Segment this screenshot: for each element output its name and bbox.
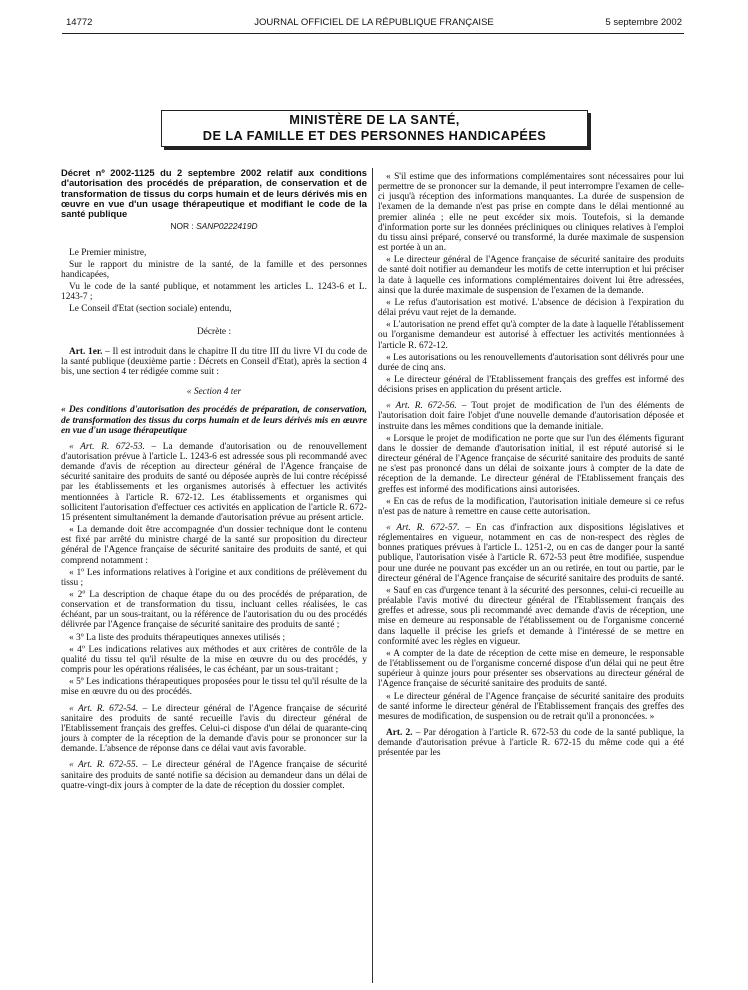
decree-title: Décret nº 2002-1125 du 2 septembre 2002 relatif aux conditions d'autorisation des procédés de préparation, de conservation et de transformation de tissus du corps humain et de leurs dérivés mis en œuvre en vue d'un usage thérapeutique et modifiant le code de la santé publique: [61, 167, 367, 220]
article-text: – Le directeur général de l'Agence française de sécurité sanitaire des produits de santé notifie sa décision au demandeur dans un délai de quatre-vingt-dix jours à compter de la date de réception du dossier complet.: [61, 760, 367, 791]
list-item: « 5º Les indications thérapeutiques proposées pour le tissu tel qu'il résulte de la mise en œuvre du ou des procédés.: [61, 677, 367, 698]
paragraph: « A compter de la date de réception de cette mise en demeure, le responsable de l'établissement ou de l'organisme concerné dispose d'un délai qui ne peut être supérieur à quinze jours pour présenter ses observations au directeur général de l'Agence française de sécurité sanitaire des produits de santé.: [378, 648, 684, 690]
list-item: « 3º La liste des produits thérapeutiques annexes utilisés ;: [69, 632, 286, 643]
article-text: – Par dérogation à l'article R. 672-53 du code de la santé publique, la demande d'autorisation prévue à l'article R. 672-15 du même code qui a été présentée par les: [378, 727, 684, 759]
ministry-line-1: MINISTÈRE DE LA SANTÉ,: [289, 112, 460, 127]
page-number: 14772: [66, 17, 93, 28]
paragraph: Le Premier ministre,: [69, 247, 147, 258]
paragraph: Le Conseil d'Etat (section sociale) entendu,: [69, 304, 232, 315]
nor-code: SANP0222419D: [196, 221, 258, 232]
article-r672-57: [378, 523, 684, 584]
paragraph: « En cas de refus de la modification, l'autorisation initiale demeure si ce refus n'est pas de nature à remettre en cause cette autorisation.: [378, 496, 684, 517]
paragraph: Vu le code de la santé publique, et notamment les articles L. 1243-6 et L. 1243-7 ;: [61, 282, 367, 303]
article-r672-56: [378, 401, 684, 431]
paragraph: Sur le rapport du ministre de la santé, de la famille et des personnes handicapées,: [61, 259, 367, 280]
paragraph: « Lorsque le projet de modification ne porte que sur l'un des éléments figurant dans le dossier de demande d'autorisation initial, il est réputé autorisé si le directeur général de l'Agence française de sécurité sanitaire des produits de santé ne s'est pas prononcé dans un délai de soixante jours à compter de la date de réception de la demande. Le directeur général de l'Etablissement français des greffes est informé des modifications ainsi autorisées.: [378, 433, 684, 495]
article-label: « Art. R. 672-56.: [386, 401, 457, 412]
list-item: « 1º Les informations relatives à l'origine et aux conditions de prélèvement du tissu ;: [61, 567, 367, 588]
left-column: [61, 168, 367, 793]
article-r672-54: [61, 704, 367, 755]
paragraph: « Le directeur général de l'Etablissement français des greffes est informé des décisions prises en application du présent article.: [378, 374, 684, 396]
paragraph: « Le refus d'autorisation est motivé. L'absence de décision à l'expiration du délai prévu vaut rejet de la demande.: [378, 297, 684, 319]
article-label: « Art. R. 672-53.: [69, 441, 145, 452]
article-1: [61, 347, 367, 377]
column-separator: [372, 168, 373, 983]
article-text: – En cas d'infraction aux dispositions législatives et réglementaires en vigueur, notamment en cas de non-respect des règles de bonnes pratiques prévues à l'article L. 1251-2, ou en cas de danger pour la santé publique, l'autorisation visée à l'article R. 672-53 peut être modifiée, suspendue pour une durée ne pouvant pas excéder un an ou retirée, en tout ou partie, par le directeur général de l'Agence française de sécurité sanitaire des produits de santé.: [378, 523, 684, 584]
list-item: « 4º Les indications relatives aux méthodes et aux critères de contrôle de la qualité du tissu tel qu'il résulte de la mise en œuvre du ou des procédés, y compris pour les opérations réalisées, le cas échéant, par un sous-traitant ;: [61, 644, 367, 676]
paragraph: « Le directeur général de l'Agence française de sécurité sanitaire des produits de santé doit notifier au demandeur les motifs de cette interruption et lui préciser la date à laquelle ces informations complémentaires doivent lui être adressées, ainsi que la durée maximale de suspension de l'examen de la demande.: [378, 255, 684, 296]
article-text: – La demande d'autorisation ou de renouvellement d'autorisation prévue à l'article L. 1243-6 est adressée sous pli recommandé avec demande d'avis de réception au directeur général de l'Agence française de sécurité sanitaire des produits de santé ou déposée auprès de lui contre récépissé par les établissements et les organismes autorisés à effectuer les activités mentionnées à l'article R. 672-12. Les établissements et organismes qui sollicitent l'autorisation d'effectuer ces activités en application de l'article R. 672-15 présentent simultanément la demande d'autorisation prévue au présent article.: [61, 441, 367, 523]
page-header: [66, 17, 682, 31]
ministry-line-2: DE LA FAMILLE ET DES PERSONNES HANDICAPÉES: [202, 128, 547, 143]
article-2: [378, 728, 684, 758]
section-title: « Section 4 ter: [186, 387, 242, 398]
journal-title: JOURNAL OFFICIEL DE LA RÉPUBLIQUE FRANÇAISE: [254, 17, 494, 28]
article-r672-53: [61, 442, 367, 523]
list-item: « 2º La description de chaque étape du ou des procédés de préparation, de conservation et de transformation du tissu, incluant celles réalisées, le cas échéant, par un sous-traitant, ou la référence de l'autorisation du ou des procédés délivrée par l'Agence française de sécurité sanitaire des produits de santé ;: [61, 590, 367, 631]
decrete-heading: Décrète :: [196, 326, 232, 337]
publication-date: 5 septembre 2002: [605, 17, 682, 28]
article-r672-55: [61, 760, 367, 790]
paragraph: « S'il estime que des informations complémentaires sont nécessaires pour lui permettre de se prononcer sur la demande, il peut interrompre l'examen de celle-ci jusqu'à réception des informations manquantes. La durée de suspension de l'examen de la demande n'est pas prise en compte dans le délai mentionné au premier alinéa ; elle ne peut excéder six mois. Toutefois, si la demande d'information porte sur les données précliniques ou cliniques relatives à l'emploi du tissu ainsi préparé, conservé ou transformé, la durée maximale de suspension est portée à un an.: [378, 172, 684, 254]
article-label: « Art. R. 672-54.: [69, 703, 139, 714]
article-text: – Il est introduit dans le chapitre II du titre III du livre VI du code de la santé publique (deuxième partie : Décrets en Conseil d'Etat), après la section 4 bis, une section 4 ter rédigée comme suit :: [61, 346, 367, 378]
article-label: Art. 1er.: [69, 346, 103, 357]
paragraph: « L'autorisation ne prend effet qu'à compter de la date à laquelle l'établissement ou l'organisme demandeur est autorisé à effectuer les activités mentionnées à l'article R. 672-12.: [378, 320, 685, 351]
paragraph: « La demande doit être accompagnée d'un dossier technique dont le contenu est fixé par arrêté du ministre chargé de la santé sur proposition du directeur général de l'Agence française de sécurité sanitaire des produits de santé, et qui comprend notamment :: [61, 525, 367, 566]
article-label: Art. 2.: [386, 727, 413, 738]
nor-label: NOR :: [170, 221, 194, 232]
article-label: « Art. R. 672-57.: [386, 523, 460, 533]
article-label: « Art. R. 672-55.: [69, 760, 139, 771]
section-subtitle: « Des conditions d'autorisation des procédés de préparation, de conservation, de transformation des tissus du corps humain et de leurs dérivés mis en œuvre en vue d'un usage thérapeutique: [61, 405, 367, 436]
paragraph: « Sauf en cas d'urgence tenant à la sécurité des personnes, celui-ci recueille au préalable l'avis motivé du directeur général de l'Etablissement français des greffes et adresse, sous pli recommandé avec demande d'avis de réception, une mise en demeure au responsable de l'établissement ou de l'organisme concerné dans laquelle il précise les griefs et demande à l'intéressé de se mettre en conformité avec les règles en vigueur.: [378, 585, 684, 647]
article-text: – Le directeur général de l'Agence française de sécurité sanitaire des produits de santé recueille l'avis du directeur général de l'Etablissement français des greffes. Celui-ci dispose d'un délai de quarante-cinq jours à compter de la réception de la demande d'avis pour se prononcer sur la demande. L'absence de réponse dans ce délai vaut avis favorable.: [61, 703, 367, 755]
ministry-box: [161, 110, 588, 147]
paragraph: « Les autorisations ou les renouvellements d'autorisation sont délivrés pour une durée de cinq ans.: [378, 352, 684, 373]
header-rule: [62, 33, 684, 34]
article-text: – Tout projet de modification de l'un des éléments de l'autorisation doit faire l'objet d'une nouvelle demande d'autorisation déposée et instruite dans les mêmes conditions que la demande initiale.: [378, 401, 684, 432]
paragraph: « Le directeur général de l'Agence française de sécurité sanitaire des produits de santé informe le directeur général de l'Etablissement français des greffes des mesures de modification, de suspension ou de retrait qu'il a prononcées. »: [378, 691, 684, 722]
right-column: [378, 172, 684, 760]
nor-reference: [61, 221, 367, 231]
